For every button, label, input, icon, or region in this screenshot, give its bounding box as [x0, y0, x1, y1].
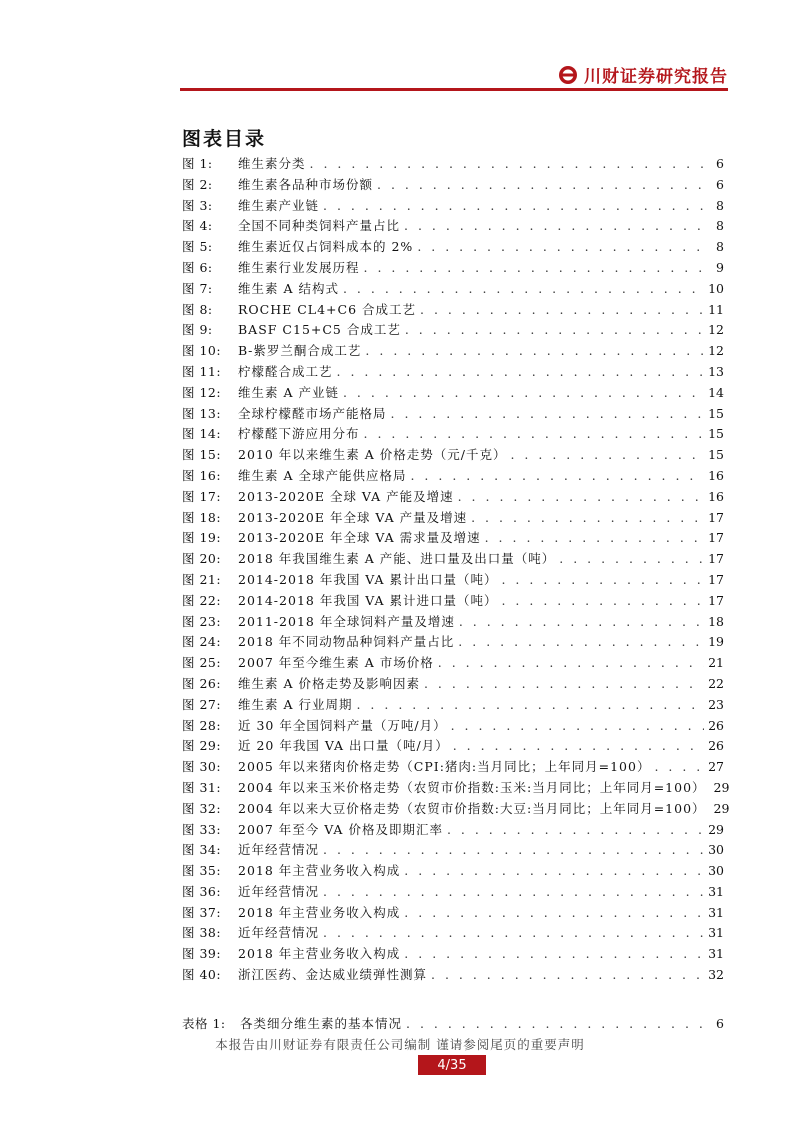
toc-entry-title: 2010 年以来维生素 A 价格走势（元/千克）: [238, 447, 507, 463]
toc-entry-title: 维生素行业发展历程: [238, 259, 360, 275]
toc-entry-label: 图 8:: [182, 301, 213, 317]
toc-entry-title: 维生素近仅占饲料成本的 2%: [238, 239, 414, 255]
toc-entry[interactable]: [182, 216, 724, 237]
toc-entry-title: ROCHE CL4+C6 合成工艺: [238, 301, 417, 317]
toc-entry-page: 10: [708, 280, 724, 296]
toc-entry-title: 近 20 年我国 VA 出口量（吨/月）: [238, 738, 449, 754]
toc-dot-leader: [458, 634, 704, 649]
toc-entry-title: 2013-2020E 年全球 VA 产量及增速: [238, 509, 468, 525]
toc-dot-leader: [323, 884, 704, 899]
toc-entry-title: BASF C15+C5 合成工艺: [238, 322, 401, 338]
toc-entry-label: 图 37:: [182, 904, 222, 920]
toc-entry-label: 图 27:: [182, 696, 222, 712]
toc-dot-leader: [405, 322, 704, 337]
toc-entry[interactable]: [182, 320, 724, 341]
toc-entry-title: 2004 年以来玉米价格走势（农贸市价指数:玉米:当月同比；上年同月=100）: [238, 779, 706, 795]
toc-entry[interactable]: [182, 445, 724, 466]
toc-entry[interactable]: [182, 383, 724, 404]
toc-entry-page: 13: [708, 363, 724, 379]
toc-entry[interactable]: [182, 799, 730, 820]
toc-dot-leader: [323, 198, 706, 213]
toc-entry[interactable]: [182, 653, 724, 674]
toc-dot-leader: [323, 925, 704, 940]
toc-dot-leader: [310, 156, 706, 171]
toc-entry-page: 30: [708, 842, 724, 858]
toc-entry-title: 2004 年以来大豆价格走势（农贸市价指数:大豆:当月同比；上年同月=100）: [238, 800, 706, 816]
toc-entry[interactable]: [182, 903, 724, 924]
toc-entry[interactable]: [182, 300, 724, 321]
toc-entry-label: 图 25:: [182, 655, 222, 671]
toc-dot-leader: [410, 468, 704, 483]
toc-entry-title: 近年经营情况: [238, 842, 320, 858]
toc-entry-page: 26: [708, 717, 724, 733]
toc-dot-leader: [447, 822, 704, 837]
toc-entry-page: 29: [708, 821, 724, 837]
toc-entry-page: 19: [708, 634, 724, 650]
toc-entry-page: 30: [708, 863, 724, 879]
toc-entry-page: 17: [708, 551, 724, 567]
toc-entry[interactable]: [182, 882, 724, 903]
toc-entry[interactable]: [182, 861, 724, 882]
toc-entry[interactable]: [182, 820, 724, 841]
toc-entry-label: 图 20:: [182, 551, 222, 567]
toc-entry[interactable]: [182, 840, 724, 861]
toc-dot-leader: [471, 510, 704, 525]
toc-dot-leader: [501, 572, 704, 587]
toc-entry-label: 图 36:: [182, 883, 222, 899]
footer-disclaimer: 本报告由川财证券有限责任公司编制 谨请参阅尾页的重要声明: [215, 1037, 585, 1052]
toc-entry-page: 17: [708, 509, 724, 525]
toc-entry-title: 2013-2020E 全球 VA 产能及增速: [238, 488, 454, 504]
figure-list: [182, 154, 730, 986]
toc-entry-label: 图 12:: [182, 384, 222, 400]
toc-entry-title: 维生素 A 产业链: [238, 384, 339, 400]
toc-entry-label: 图 40:: [182, 967, 222, 983]
toc-entry[interactable]: [182, 778, 730, 799]
toc-entry-label: 图 9:: [182, 322, 213, 338]
toc-dot-leader: [365, 343, 704, 358]
toc-entry-title: 柠檬醛下游应用分布: [238, 426, 360, 442]
toc-entry-label: 图 35:: [182, 863, 222, 879]
toc-entry-label: 图 38:: [182, 925, 222, 941]
toc-entry-title: 2018 年主营业务收入构成: [238, 946, 401, 962]
toc-dot-leader: [377, 177, 706, 192]
toc-entry-page: 15: [708, 426, 724, 442]
toc-entry-label: 图 24:: [182, 634, 222, 650]
toc-dot-leader: [458, 489, 704, 504]
toc-entry[interactable]: [182, 508, 724, 529]
header-rule: [180, 88, 728, 91]
toc-entry-page: 31: [708, 904, 724, 920]
toc-entry-page: 31: [708, 925, 724, 941]
toc-entry-label: 图 2:: [182, 176, 213, 192]
table-list: [182, 1014, 724, 1035]
toc-entry-title: 2011-2018 年全球饲料产量及增速: [238, 613, 455, 629]
toc-dot-leader: [417, 239, 706, 254]
toc-entry[interactable]: [182, 716, 724, 737]
toc-entry-page: 22: [708, 675, 724, 691]
toc-entry-label: 图 15:: [182, 447, 222, 463]
toc-dot-leader: [420, 302, 704, 317]
toc-entry[interactable]: [182, 591, 724, 612]
toc-dot-leader: [391, 406, 705, 421]
toc-entry-label: 图 26:: [182, 675, 222, 691]
toc-dot-leader: [404, 863, 704, 878]
toc-dot-leader: [451, 718, 705, 733]
toc-entry-page: 17: [708, 592, 724, 608]
toc-entry[interactable]: [182, 175, 724, 196]
toc-entry-page: 27: [708, 759, 724, 775]
toc-entry[interactable]: [182, 570, 724, 591]
toc-entry-label: 图 17:: [182, 488, 222, 504]
toc-entry-page: 17: [708, 571, 724, 587]
toc-entry[interactable]: [182, 362, 724, 383]
toc-entry[interactable]: [182, 757, 724, 778]
toc-entry-title: 2005 年以来猪肉价格走势（CPI:猪肉:当月同比；上年同月=100）: [238, 759, 651, 775]
toc-entry-title: 全球柠檬醛市场产能格局: [238, 405, 387, 421]
toc-entry[interactable]: [182, 965, 724, 986]
toc-dot-leader: [337, 364, 705, 379]
toc-dot-leader: [485, 530, 704, 545]
toc-dot-leader: [654, 759, 704, 774]
toc-entry-title: 2013-2020E 年全球 VA 需求量及增速: [238, 530, 481, 546]
toc-entry[interactable]: [182, 695, 724, 716]
toc-dot-leader: [431, 967, 704, 982]
toc-entry-page: 23: [708, 696, 724, 712]
page-number: 4/35: [418, 1055, 486, 1075]
toc-entry-page: 31: [708, 946, 724, 962]
toc-entry[interactable]: [182, 279, 724, 300]
toc-dot-leader: [343, 385, 704, 400]
toc-entry-page: 14: [708, 384, 724, 400]
toc-dot-leader: [510, 447, 704, 462]
toc-entry[interactable]: [182, 466, 724, 487]
toc-entry-title: 2007 年至今维生素 A 市场价格: [238, 655, 434, 671]
toc-dot-leader: [404, 905, 704, 920]
toc-entry-title: 2018 年我国维生素 A 产能、进口量及出口量（吨）: [238, 551, 556, 567]
toc-entry-label: 图 23:: [182, 613, 222, 629]
toc-entry[interactable]: [182, 736, 724, 757]
toc-entry-label: 图 39:: [182, 946, 222, 962]
toc-entry-label: 图 21:: [182, 571, 222, 587]
toc-entry-page: 6: [716, 1016, 724, 1031]
toc-entry-label: 图 34:: [182, 842, 222, 858]
toc-entry-label: 图 11:: [182, 363, 222, 379]
toc-entry-page: 9: [716, 259, 724, 275]
toc-dot-leader: [364, 426, 705, 441]
toc-entry-label: 图 4:: [182, 218, 213, 234]
toc-entry-title: 维生素 A 全球产能供应格局: [238, 467, 407, 483]
toc-entry-label: 图 31:: [182, 779, 222, 795]
toc-entry[interactable]: [182, 944, 724, 965]
toc-entry-page: 17: [708, 530, 724, 546]
toc-entry[interactable]: [182, 404, 724, 425]
toc-entry-label: 图 19:: [182, 530, 222, 546]
toc-entry-page: 12: [708, 343, 724, 359]
toc-entry-page: 6: [716, 156, 724, 171]
toc-dot-leader: [453, 738, 704, 753]
toc-entry-label: 图 5:: [182, 239, 213, 255]
page-header: [180, 60, 728, 94]
toc-entry-title: 2018 年主营业务收入构成: [238, 863, 401, 879]
toc-entry[interactable]: [182, 424, 724, 445]
toc-title: 图表目录: [182, 128, 267, 150]
toc-entry-label: 图 13:: [182, 405, 222, 421]
toc-entry[interactable]: [182, 341, 724, 362]
toc-dot-leader: [364, 260, 706, 275]
toc-entry-label: 图 6:: [182, 259, 213, 275]
toc-entry-title: 维生素 A 行业周期: [238, 696, 353, 712]
toc-entry-page: 8: [716, 197, 724, 213]
toc-entry-page: 18: [708, 613, 724, 629]
toc-entry-title: 各类细分维生素的基本情况: [240, 1016, 403, 1031]
toc-entry-title: 维生素 A 结构式: [238, 280, 339, 296]
toc-entry-title: 2018 年不同动物品种饲料产量占比: [238, 634, 455, 650]
toc-entry-title: 近 30 年全国饲料产量（万吨/月）: [238, 717, 447, 733]
toc-entry-label: 图 10:: [182, 343, 222, 359]
toc-entry-label: 图 18:: [182, 509, 222, 525]
toc-entry-label: 图 22:: [182, 592, 222, 608]
toc-entry[interactable]: [182, 196, 724, 217]
toc-entry-label: 表格 1:: [182, 1016, 226, 1031]
toc-entry-title: 浙江医药、金达威业绩弹性测算: [238, 967, 428, 983]
toc-dot-leader: [356, 697, 704, 712]
toc-entry-page: 16: [708, 467, 724, 483]
toc-entry-page: 26: [708, 738, 724, 754]
toc-entry[interactable]: [182, 258, 724, 279]
brand-logo-icon: [558, 65, 578, 85]
toc-entry-title: 全国不同种类饲料产量占比: [238, 218, 401, 234]
toc-entry-title: 柠檬醛合成工艺: [238, 363, 333, 379]
brand-name: 川财证券研究报告: [584, 67, 728, 87]
toc-entry-page: 31: [708, 883, 724, 899]
toc-entry-title: 近年经营情况: [238, 883, 320, 899]
toc-entry-page: 29: [713, 800, 730, 816]
toc-dot-leader: [404, 218, 706, 233]
toc-entry[interactable]: [182, 487, 724, 508]
toc-dot-leader: [323, 842, 704, 857]
toc-entry[interactable]: [182, 549, 724, 570]
toc-entry-label: 图 3:: [182, 197, 213, 213]
toc-entry-title: 维生素分类: [238, 156, 306, 171]
toc-entry-page: 15: [708, 405, 724, 421]
toc-entry-page: 16: [708, 488, 724, 504]
toc-dot-leader: [406, 1016, 706, 1031]
toc-entry[interactable]: [182, 632, 724, 653]
toc-entry[interactable]: [182, 923, 724, 944]
toc-entry-page: 6: [716, 176, 724, 192]
toc-dot-leader: [501, 593, 704, 608]
toc-entry[interactable]: [182, 1014, 724, 1035]
toc-entry-page: 21: [708, 655, 724, 671]
toc-entry-page: 8: [716, 239, 724, 255]
toc-dot-leader: [343, 281, 704, 296]
brand: [558, 62, 728, 87]
toc-entry-title: Β-紫罗兰酮合成工艺: [238, 343, 362, 359]
toc-entry[interactable]: [182, 674, 724, 695]
toc-dot-leader: [459, 614, 704, 629]
toc-entry-title: 2018 年主营业务收入构成: [238, 904, 401, 920]
toc-entry-label: 图 14:: [182, 426, 222, 442]
toc-entry-title: 近年经营情况: [238, 925, 320, 941]
toc-entry-label: 图 28:: [182, 717, 222, 733]
toc-entry-title: 2014-2018 年我国 VA 累计进口量（吨）: [238, 592, 498, 608]
toc-entry-label: 图 29:: [182, 738, 222, 754]
toc-dot-leader: [404, 946, 704, 961]
toc-entry-title: 2014-2018 年我国 VA 累计出口量（吨）: [238, 571, 498, 587]
toc-entry-page: 29: [713, 779, 730, 795]
toc-entry[interactable]: [182, 612, 724, 633]
toc-entry-label: 图 33:: [182, 821, 222, 837]
toc-entry-page: 15: [708, 447, 724, 463]
toc-entry-title: 维生素 A 价格走势及影响因素: [238, 675, 420, 691]
toc-entry[interactable]: [182, 154, 724, 175]
toc-dot-leader: [438, 655, 704, 670]
toc-entry-label: 图 7:: [182, 280, 213, 296]
toc-entry[interactable]: [182, 528, 724, 549]
toc-entry-page: 8: [716, 218, 724, 234]
toc-dot-leader: [424, 676, 704, 691]
toc-entry-page: 11: [708, 301, 724, 317]
toc-entry-title: 维生素产业链: [238, 197, 320, 213]
toc-entry-page: 32: [708, 967, 724, 983]
toc-entry-page: 12: [708, 322, 724, 338]
toc-entry-title: 维生素各品种市场份额: [238, 176, 374, 192]
toc-dot-leader: [559, 551, 704, 566]
toc-entry[interactable]: [182, 237, 724, 258]
toc-entry-label: 图 1:: [182, 156, 213, 171]
toc-entry-label: 图 16:: [182, 467, 222, 483]
toc-entry-label: 图 30:: [182, 759, 222, 775]
toc-entry-title: 2007 年至今 VA 价格及即期汇率: [238, 821, 443, 837]
toc-entry-label: 图 32:: [182, 800, 222, 816]
